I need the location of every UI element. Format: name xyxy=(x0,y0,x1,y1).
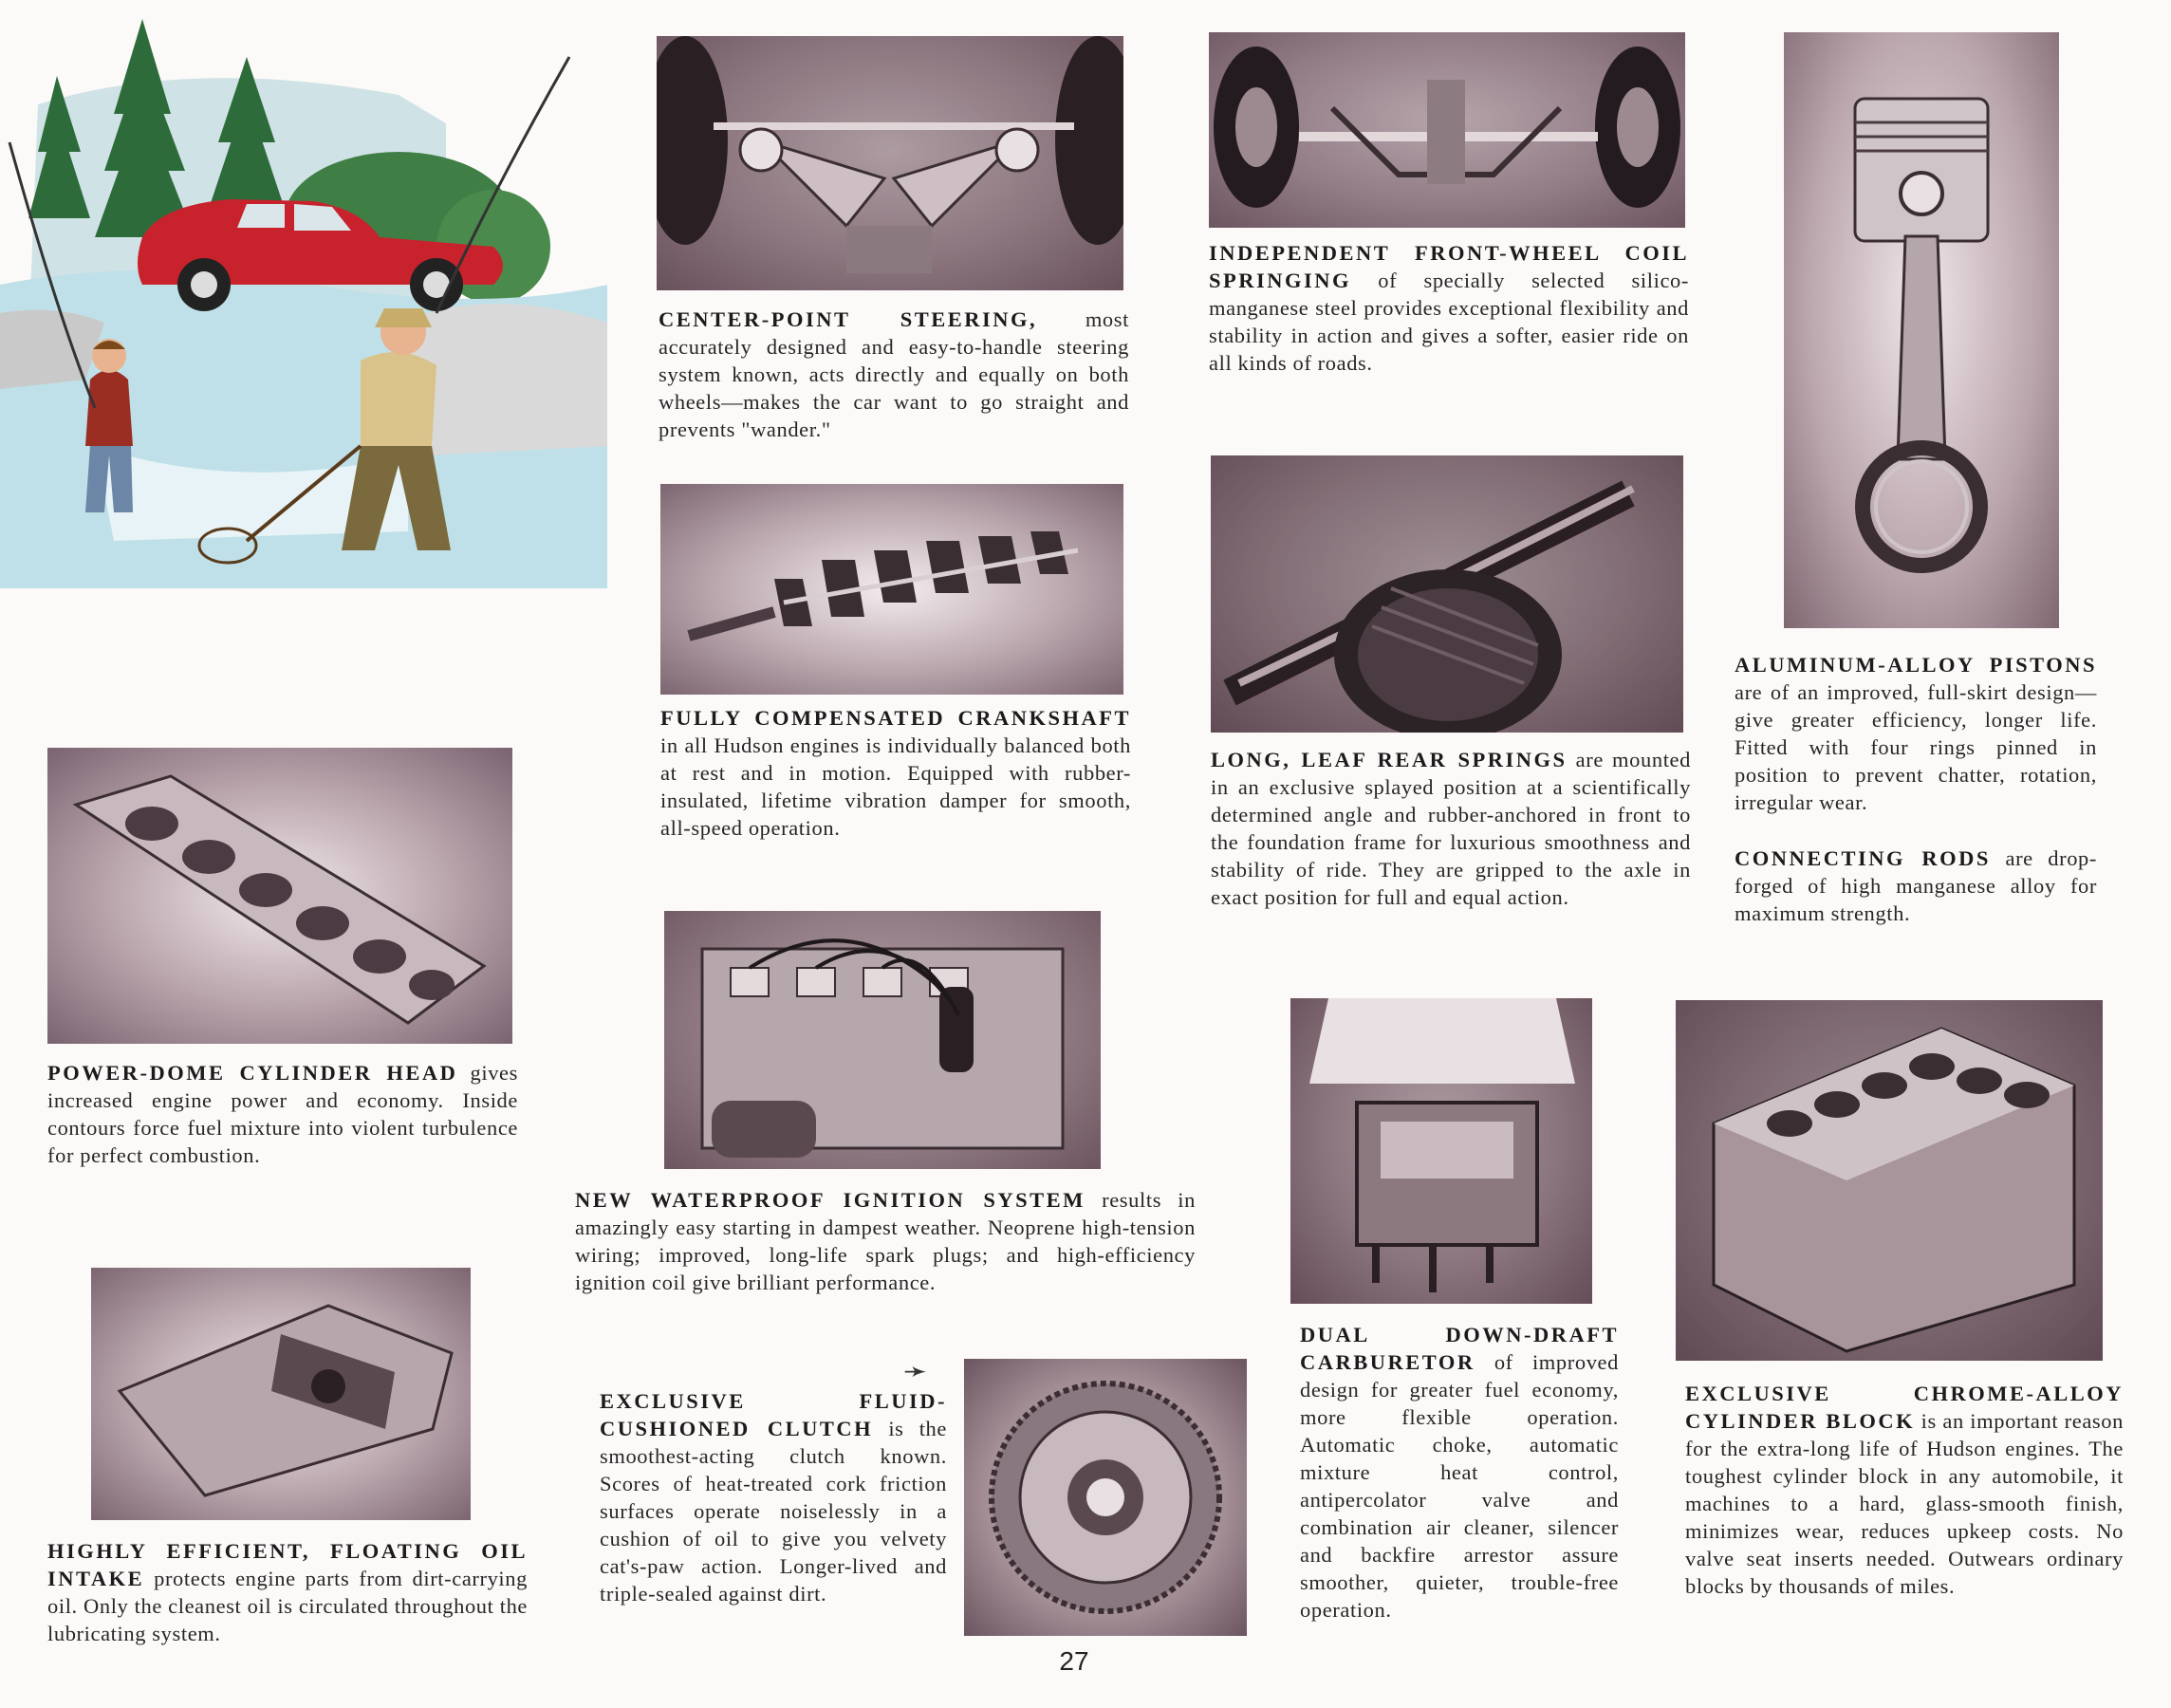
connecting-rods-caption xyxy=(1735,845,2097,927)
caption-body: is an important reason for the extra-long life of Hudson engines. The toughest cylinder block in any automobile, it machines to a hard, glass-smooth finish, minimizes wear, reduces upkeep costs. No valve seat inserts needed. Outwears ordinary blocks by thousands of miles. xyxy=(1685,1409,2124,1598)
caption-title: EXCLUSIVE FLUID-CUSHIONED CLUTCH xyxy=(600,1389,947,1440)
leaf-rear-springs-caption xyxy=(1211,746,1691,911)
caption-title: NEW WATERPROOF IGNITION SYSTEM xyxy=(575,1188,1086,1212)
front-coil-springing-caption xyxy=(1209,239,1689,377)
caption-body: results in amazingly easy starting in dampest weather. Neoprene high-tension wiring; improved, long-life spark plugs; and high-efficiency ignition coil give brilliant performance. xyxy=(575,1188,1196,1294)
caption-body: protects engine parts from dirt-carrying oil. Only the cleanest oil is circulated throughout the lubricating system. xyxy=(47,1567,529,1645)
caption-body: are of an improved, full-skirt design—give greater efficiency, longer life. Fitted with four rings pinned in position to prevent chatter, rotation, irregular wear. xyxy=(1735,680,2097,814)
carburetor-photo xyxy=(1290,998,1592,1304)
piston-connecting-rod-photo xyxy=(1784,32,2059,628)
crankshaft-caption xyxy=(660,704,1131,842)
pistons-caption xyxy=(1735,651,2097,816)
center-point-steering-caption xyxy=(659,306,1129,443)
caption-title: CENTER-POINT STEERING, xyxy=(659,307,1038,331)
right-arrow-icon: ➛ xyxy=(903,1356,928,1387)
caption-body: of improved design for greater fuel economy, more flexible operation. Automatic choke, automatic mixture heat control, antipercolator valve and combination air cleaner, silencer and backfire arrestor assure smoother, quieter, trouble-free operation. xyxy=(1300,1350,1619,1622)
caption-title: LONG, LEAF REAR SPRINGS xyxy=(1211,748,1568,771)
ignition-system-photo xyxy=(664,911,1101,1169)
leaf-rear-springs-photo xyxy=(1211,455,1683,733)
front-coil-springing-photo xyxy=(1209,32,1685,228)
fluid-clutch-caption xyxy=(600,1387,947,1607)
oil-intake-photo xyxy=(91,1268,471,1520)
carburetor-caption xyxy=(1300,1321,1619,1624)
cylinder-block-caption xyxy=(1685,1380,2124,1600)
caption-title: DUAL DOWN-DRAFT CARBURETOR xyxy=(1300,1323,1619,1374)
caption-body: are drop-forged of high manganese alloy for maximum strength. xyxy=(1735,846,2098,925)
center-point-steering-photo xyxy=(657,36,1123,290)
caption-title: EXCLUSIVE CHROME-ALLOY CYLINDER BLOCK xyxy=(1685,1382,2124,1433)
caption-body: most accurately designed and easy-to-handle steering system known, acts directly and equally on both wheels—makes the car want to go straight and prevents "wander." xyxy=(659,307,1129,441)
caption-title: INDEPENDENT FRONT-WHEEL COIL SPRINGING xyxy=(1209,241,1689,292)
oil-intake-caption xyxy=(47,1537,528,1647)
caption-title: ALUMINUM-ALLOY PISTONS xyxy=(1735,653,2097,677)
caption-title: FULLY COMPENSATED CRANKSHAFT xyxy=(660,706,1131,730)
fishing-illustration xyxy=(0,0,607,588)
cylinder-block-photo xyxy=(1676,1000,2103,1361)
caption-body: of specially selected silico-manganese steel provides exceptional flexibility and stability in action and gives a softer, easier ride on all kinds of roads. xyxy=(1209,269,1689,375)
cylinder-head-photo xyxy=(47,748,512,1044)
caption-body: are mounted in an exclusive splayed position at a scientifically determined angle and rubber-anchored in front to the foundation frame for luxurious smoothness and stability of ride. They are gripped to the axle in exact position for full and equal action. xyxy=(1211,748,1691,909)
caption-title: POWER-DOME CYLINDER HEAD xyxy=(47,1061,458,1085)
ignition-system-caption xyxy=(575,1186,1196,1296)
caption-title: HIGHLY EFFICIENT, FLOATING OIL INTAKE xyxy=(47,1539,528,1590)
caption-body: in all Hudson engines is individually balanced both at rest and in motion. Equipped with rubber-insulated, lifetime vibration damper for smooth, all-speed operation. xyxy=(660,733,1131,840)
cylinder-head-caption xyxy=(47,1059,518,1169)
fluid-clutch-photo xyxy=(964,1359,1247,1636)
page-number: 27 xyxy=(1059,1646,1089,1676)
crankshaft-photo xyxy=(660,484,1123,695)
caption-body: gives increased engine power and economy. Inside contours force fuel mixture into violent turbulence for perfect combustion. xyxy=(47,1061,518,1167)
caption-body: is the smoothest-acting clutch known. Scores of heat-treated cork friction surfaces operate noiselessly in a cushion of oil to give you velvety cat's-paw action. Longer-lived and triple-sealed against dirt. xyxy=(600,1417,947,1606)
caption-title: CONNECTING RODS xyxy=(1735,846,1991,870)
